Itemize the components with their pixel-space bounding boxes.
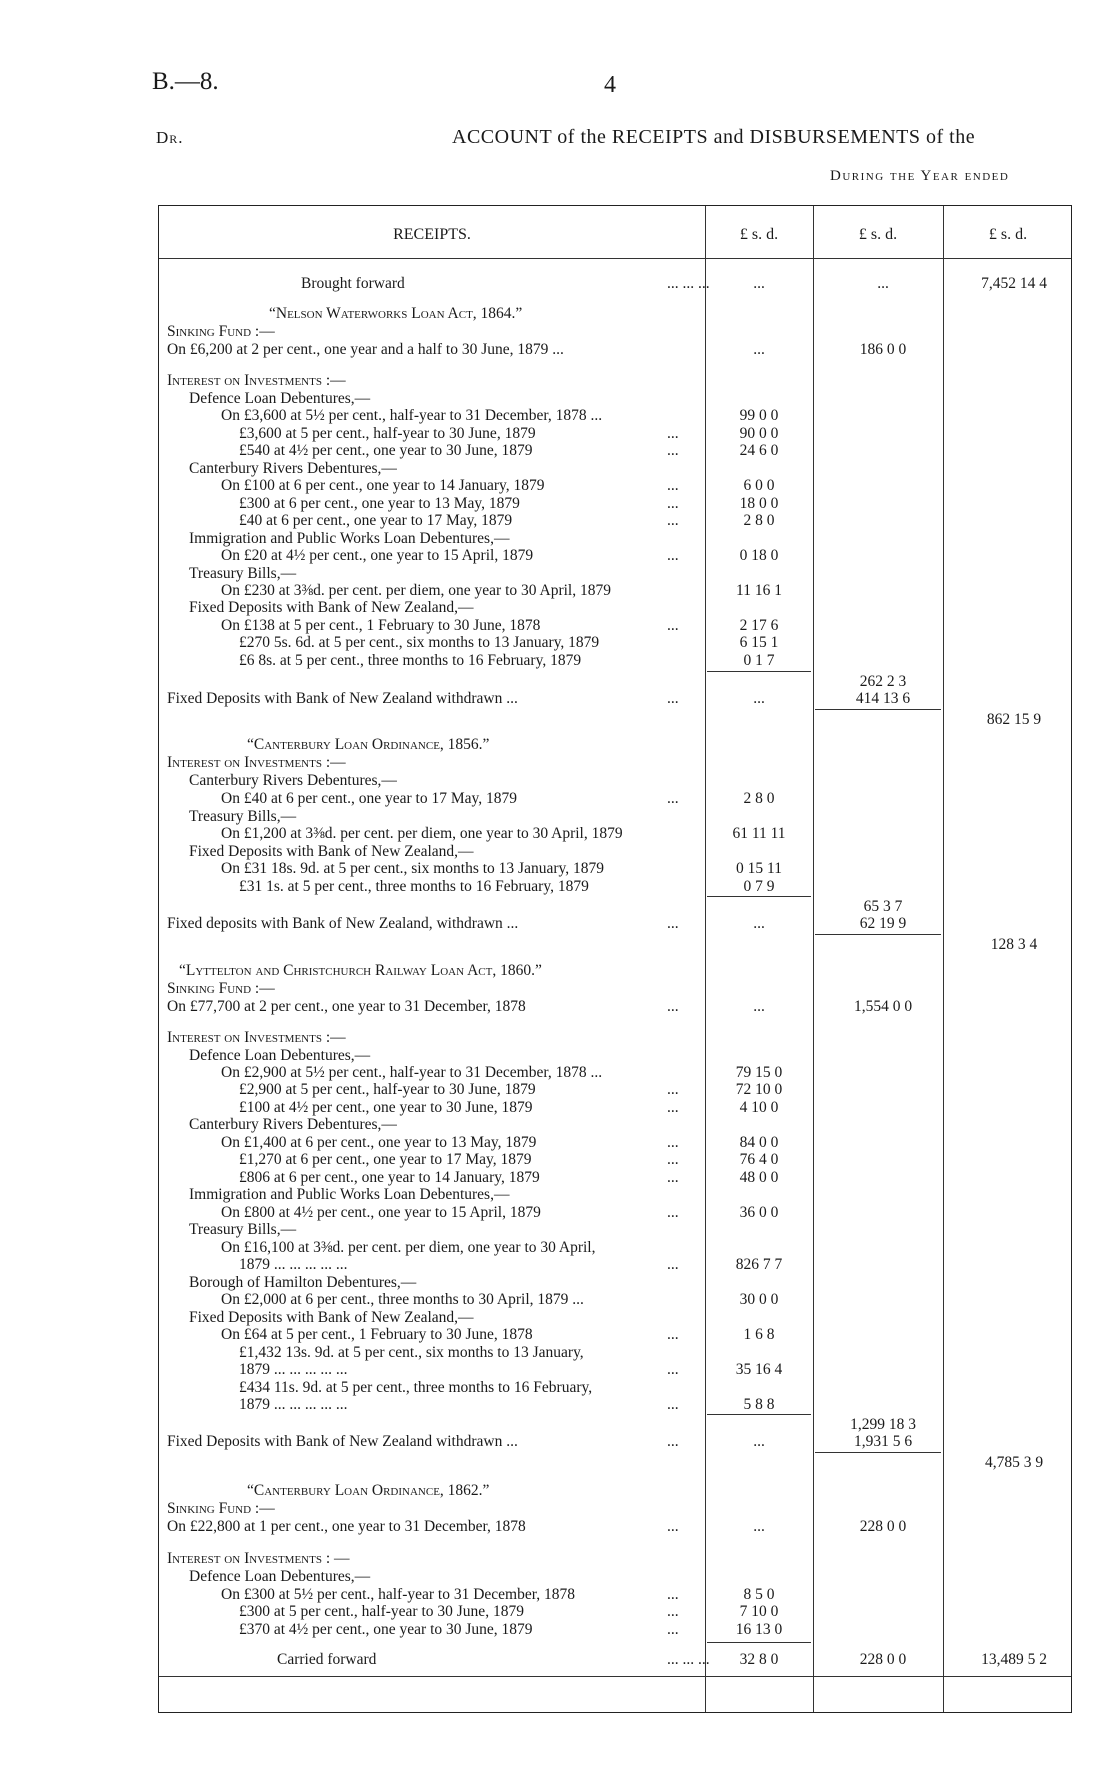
row-description: £100 at 4½ per cent., one year to 30 June, 1879 — [239, 1099, 533, 1116]
ledger-row — [159, 1116, 1073, 1134]
ledger-row — [159, 530, 1073, 548]
row-description: Fixed Deposits with Bank of New Zealand,— — [189, 599, 474, 616]
row-description: Interest on Investments :— — [167, 754, 346, 771]
ledger-table — [158, 205, 1072, 1713]
leader-dots: ... — [667, 790, 679, 807]
ledger-row — [159, 1291, 1073, 1309]
row-description: Defence Loan Debentures,— — [189, 390, 371, 407]
row-description: Fixed Deposits with Bank of New Zealand withdrawn ... — [167, 690, 518, 707]
subtotal-rule — [707, 1414, 811, 1415]
leader-dots: ... — [667, 617, 679, 634]
amount-col-1: ... — [753, 341, 765, 358]
subtotal-rule — [707, 671, 811, 672]
row-description: Fixed deposits with Bank of New Zealand, withdrawn ... — [167, 915, 519, 932]
ledger-row — [159, 477, 1073, 495]
amount-col-1: 16 13 0 — [735, 1621, 783, 1638]
ledger-row — [159, 843, 1073, 861]
pounds-column-header-1: £ s. d. — [739, 226, 779, 243]
leader-dots: ... — [667, 1081, 679, 1098]
ledger-row — [159, 1379, 1073, 1397]
document-reference: B.—8. — [152, 68, 219, 95]
ledger-row — [159, 425, 1073, 443]
header-rule — [159, 258, 1071, 259]
amount-col-1: ... — [753, 915, 765, 932]
amount-col-2: 65 3 7 — [863, 898, 903, 915]
account-subtitle: During the Year ended — [830, 168, 1010, 184]
amount-col-1: 6 0 0 — [743, 477, 775, 494]
row-description: Interest on Investments :— — [167, 1029, 346, 1046]
row-description: Fixed Deposits with Bank of New Zealand withdrawn ... — [167, 1433, 518, 1450]
leader-dots: ... — [667, 1204, 679, 1221]
amount-col-1: 84 0 0 — [739, 1134, 779, 1151]
row-description: Sinking Fund :— — [167, 1500, 275, 1517]
row-description: On £40 at 6 per cent., one year to 17 May, 1879 — [221, 790, 517, 807]
amount-col-3: 862 15 9 — [986, 711, 1042, 728]
row-description: Borough of Hamilton Debentures,— — [189, 1274, 417, 1291]
amount-col-2: 62 19 9 — [859, 915, 907, 932]
row-description: On £300 at 5½ per cent., half-year to 31 December, 1878 — [221, 1586, 576, 1603]
amount-col-1: 32 8 0 — [739, 1651, 779, 1668]
row-description: “Nelson Waterworks Loan Act, 1864.” — [269, 305, 523, 322]
row-description: £2,900 at 5 per cent., half-year to 30 June, 1879 — [239, 1081, 536, 1098]
ledger-row — [159, 1454, 1073, 1472]
ledger-row — [159, 1064, 1073, 1082]
leader-dots: ... — [667, 1256, 679, 1273]
amount-col-1: 30 0 0 — [739, 1291, 779, 1308]
leader-dots: ... — [667, 915, 679, 932]
pounds-column-header-2: £ s. d. — [858, 226, 898, 243]
amount-col-2: 186 0 0 — [859, 341, 907, 358]
row-description: £1,270 at 6 per cent., one year to 17 May, 1879 — [239, 1151, 532, 1168]
ledger-row — [159, 1256, 1073, 1274]
leader-dots: ... — [667, 1134, 679, 1151]
row-description: On £64 at 5 per cent., 1 February to 30 June, 1878 — [221, 1326, 533, 1343]
ledger-row — [159, 1099, 1073, 1117]
row-description: On £1,400 at 6 per cent., one year to 13 May, 1879 — [221, 1134, 537, 1151]
ledger-row — [159, 936, 1073, 954]
ledger-row — [159, 599, 1073, 617]
amount-col-1: 76 4 0 — [739, 1151, 779, 1168]
ledger-row — [159, 736, 1073, 754]
ledger-row — [159, 1221, 1073, 1239]
leader-dots: ... — [667, 442, 679, 459]
ledger-row — [159, 1326, 1073, 1344]
amount-col-1: ... — [753, 1518, 765, 1535]
amount-col-1: 826 7 7 — [735, 1256, 783, 1273]
amount-col-1: 6 15 1 — [739, 634, 779, 651]
ledger-row — [159, 1416, 1073, 1434]
leader-dots: ... — [667, 1518, 679, 1535]
amount-col-3: 4,785 3 9 — [984, 1454, 1044, 1471]
row-description: On £16,100 at 3⅜d. per cent. per diem, one year to 30 April, — [221, 1239, 596, 1256]
amount-col-2: 228 0 0 — [859, 1651, 907, 1668]
pounds-column-header-3: £ s. d. — [988, 226, 1028, 243]
page-number: 4 — [604, 72, 616, 98]
ledger-row — [159, 790, 1073, 808]
row-description: Brought forward — [301, 275, 405, 292]
row-description: On £3,600 at 5½ per cent., half-year to 31 December, 1878 ... — [221, 407, 603, 424]
row-description: Interest on Investments : — — [167, 1550, 350, 1567]
row-description: On £6,200 at 2 per cent., one year and a half to 30 June, 1879 ... — [167, 341, 564, 358]
row-description: £806 at 6 per cent., one year to 14 January, 1879 — [239, 1169, 540, 1186]
amount-col-1: 8 5 0 — [743, 1586, 775, 1603]
ledger-row — [159, 1134, 1073, 1152]
ledger-row — [159, 998, 1073, 1016]
ledger-row — [159, 495, 1073, 513]
ledger-row — [159, 341, 1073, 359]
amount-col-1: 2 8 0 — [743, 512, 775, 529]
row-description: On £230 at 3⅜d. per cent. per diem, one year to 30 April, 1879 — [221, 582, 611, 599]
leader-dots: ... — [667, 1433, 679, 1450]
row-description: On £31 18s. 9d. at 5 per cent., six months to 13 January, 1879 — [221, 860, 605, 877]
leader-dots: ... — [667, 1326, 679, 1343]
amount-col-1: 0 7 9 — [743, 878, 775, 895]
amount-col-1: ... — [753, 275, 765, 292]
footer-rule — [159, 1676, 1071, 1677]
row-description: Carried forward — [277, 1651, 377, 1668]
ledger-row — [159, 372, 1073, 390]
ledger-row — [159, 1047, 1073, 1065]
row-description: £434 11s. 9d. at 5 per cent., three months to 16 February, — [239, 1379, 593, 1396]
amount-col-2: 1,299 18 3 — [850, 1416, 916, 1433]
amount-col-1: 36 0 0 — [739, 1204, 779, 1221]
leader-dots: ... — [667, 1169, 679, 1186]
amount-col-1: ... — [753, 1433, 765, 1450]
amount-col-1: 79 15 0 — [735, 1064, 783, 1081]
amount-col-1: 0 18 0 — [739, 547, 779, 564]
amount-col-1: 72 10 0 — [735, 1081, 783, 1098]
ledger-row — [159, 1239, 1073, 1257]
ledger-row — [159, 808, 1073, 826]
row-description: On £138 at 5 per cent., 1 February to 30 June, 1878 — [221, 617, 541, 634]
row-description: Defence Loan Debentures,— — [189, 1568, 371, 1585]
subtotal-rule — [815, 709, 941, 710]
ledger-row — [159, 754, 1073, 772]
row-description: Sinking Fund :— — [167, 323, 275, 340]
ledger-row — [159, 634, 1073, 652]
ledger-row — [159, 1621, 1073, 1639]
leader-dots: ... — [667, 1586, 679, 1603]
row-description: On £77,700 at 2 per cent., one year to 31 December, 1878 — [167, 998, 526, 1015]
ledger-row — [159, 1500, 1073, 1518]
amount-col-1: 18 0 0 — [739, 495, 779, 512]
account-title: ACCOUNT of the RECEIPTS and DISBURSEMENTS of the — [452, 126, 976, 148]
row-description: Interest on Investments :— — [167, 372, 346, 389]
row-description: Sinking Fund :— — [167, 980, 275, 997]
ledger-row — [159, 772, 1073, 790]
ledger-row — [159, 442, 1073, 460]
ledger-row — [159, 275, 1073, 293]
receipts-column-header: RECEIPTS. — [393, 226, 471, 243]
ledger-row — [159, 1603, 1073, 1621]
ledger-row — [159, 673, 1073, 691]
row-description: On £2,900 at 5½ per cent., half-year to 31 December, 1878 ... — [221, 1064, 603, 1081]
ledger-row — [159, 1169, 1073, 1187]
row-description: “Lyttelton and Christchurch Railway Loan Act, 1860.” — [179, 962, 542, 979]
amount-col-1: 0 1 7 — [743, 652, 775, 669]
amount-col-1: ... — [753, 690, 765, 707]
ledger-row — [159, 617, 1073, 635]
ledger-row — [159, 652, 1073, 670]
amount-col-2: 414 13 6 — [855, 690, 911, 707]
leader-dots: ... — [667, 690, 679, 707]
ledger-row — [159, 690, 1073, 708]
leader-dots: ... — [667, 1396, 679, 1413]
row-description: £270 5s. 6d. at 5 per cent., six months to 13 January, 1879 — [239, 634, 600, 651]
ledger-row — [159, 582, 1073, 600]
row-description: On £100 at 6 per cent., one year to 14 January, 1879 — [221, 477, 545, 494]
subtotal-rule — [707, 896, 811, 897]
ledger-row — [159, 1433, 1073, 1451]
ledger-row — [159, 915, 1073, 933]
amount-col-3: 7,452 14 4 — [981, 275, 1047, 292]
amount-col-1: ... — [753, 998, 765, 1015]
row-description: £40 at 6 per cent., one year to 17 May, 1879 — [239, 512, 513, 529]
ledger-row — [159, 1568, 1073, 1586]
amount-col-1: 35 16 4 — [735, 1361, 783, 1378]
subtotal-rule — [815, 1452, 941, 1453]
row-description: £300 at 5 per cent., half-year to 30 June, 1879 — [239, 1603, 524, 1620]
ledger-row — [159, 898, 1073, 916]
ledger-row — [159, 1081, 1073, 1099]
amount-col-1: 24 6 0 — [739, 442, 779, 459]
amount-col-3: 13,489 5 2 — [981, 1651, 1047, 1668]
leader-dots: ... — [667, 1151, 679, 1168]
leader-dots: ... — [667, 547, 679, 564]
ledger-row — [159, 1204, 1073, 1222]
leader-dots: ... — [667, 512, 679, 529]
row-description: Canterbury Rivers Debentures,— — [189, 460, 397, 477]
ledger-row — [159, 407, 1073, 425]
ledger-row — [159, 711, 1073, 729]
row-description: Canterbury Rivers Debentures,— — [189, 772, 397, 789]
row-description: 1879 ... ... ... ... ... — [239, 1396, 348, 1413]
ledger-row — [159, 825, 1073, 843]
ledger-row — [159, 1482, 1073, 1500]
row-description: “Canterbury Loan Ordinance, 1856.” — [247, 736, 490, 753]
amount-col-1: 4 10 0 — [739, 1099, 779, 1116]
ledger-row — [159, 1586, 1073, 1604]
ledger-row — [159, 323, 1073, 341]
leader-dots: ... — [667, 495, 679, 512]
ledger-row — [159, 1186, 1073, 1204]
ledger-row — [159, 390, 1073, 408]
leader-dots: ... — [667, 1099, 679, 1116]
subtotal-rule — [707, 1642, 811, 1643]
row-description: Immigration and Public Works Loan Debentures,— — [189, 530, 510, 547]
amount-col-1: 11 16 1 — [736, 582, 782, 599]
amount-col-1: 5 8 8 — [743, 1396, 775, 1413]
leader-dots: ... — [667, 1621, 679, 1638]
ledger-row — [159, 565, 1073, 583]
amount-col-3: 128 3 4 — [990, 936, 1038, 953]
debit-marker: Dr. — [156, 128, 184, 147]
row-description: £370 at 4½ per cent., one year to 30 June, 1879 — [239, 1621, 533, 1638]
row-description: £300 at 6 per cent., one year to 13 May, 1879 — [239, 495, 520, 512]
row-description: Treasury Bills,— — [189, 1221, 297, 1238]
ledger-row — [159, 860, 1073, 878]
row-description: Fixed Deposits with Bank of New Zealand,— — [189, 843, 474, 860]
ledger-row — [159, 460, 1073, 478]
ledger-row — [159, 305, 1073, 323]
row-description: Treasury Bills,— — [189, 565, 297, 582]
row-description: £540 at 4½ per cent., one year to 30 June, 1879 — [239, 442, 533, 459]
amount-col-1: 1 6 8 — [743, 1326, 775, 1343]
ledger-row — [159, 1151, 1073, 1169]
ledger-row — [159, 1550, 1073, 1568]
ledger-row — [159, 1651, 1073, 1669]
leader-dots: ... ... ... — [667, 275, 710, 292]
row-description: Immigration and Public Works Loan Debentures,— — [189, 1186, 510, 1203]
ledger-row — [159, 1274, 1073, 1292]
amount-col-1: 48 0 0 — [739, 1169, 779, 1186]
leader-dots: ... — [667, 998, 679, 1015]
row-description: Treasury Bills,— — [189, 808, 297, 825]
row-description: On £1,200 at 3⅜d. per cent. per diem, one year to 30 April, 1879 — [221, 825, 623, 842]
leader-dots: ... — [667, 477, 679, 494]
amount-col-2: 1,554 0 0 — [853, 998, 913, 1015]
amount-col-2: ... — [877, 275, 889, 292]
amount-col-2: 262 2 3 — [859, 673, 907, 690]
amount-col-1: 61 11 11 — [732, 825, 786, 842]
amount-col-2: 228 0 0 — [859, 1518, 907, 1535]
row-description: £6 8s. at 5 per cent., three months to 16 February, 1879 — [239, 652, 582, 669]
row-description: £3,600 at 5 per cent., half-year to 30 June, 1879 — [239, 425, 536, 442]
row-description: “Canterbury Loan Ordinance, 1862.” — [247, 1482, 490, 1499]
amount-col-1: 2 8 0 — [743, 790, 775, 807]
row-description: £31 1s. at 5 per cent., three months to 16 February, 1879 — [239, 878, 589, 895]
row-description: Canterbury Rivers Debentures,— — [189, 1116, 397, 1133]
amount-col-2: 1,931 5 6 — [853, 1433, 913, 1450]
ledger-row — [159, 547, 1073, 565]
amount-col-1: 90 0 0 — [739, 425, 779, 442]
amount-col-1: 99 0 0 — [739, 407, 779, 424]
row-description: On £2,000 at 6 per cent., three months to 30 April, 1879 ... — [221, 1291, 584, 1308]
leader-dots: ... — [667, 425, 679, 442]
ledger-row — [159, 980, 1073, 998]
row-description: Fixed Deposits with Bank of New Zealand,— — [189, 1309, 474, 1326]
amount-col-1: 0 15 11 — [736, 860, 782, 877]
ledger-row — [159, 1361, 1073, 1379]
ledger-row — [159, 1518, 1073, 1536]
row-description: 1879 ... ... ... ... ... — [239, 1361, 348, 1378]
ledger-row — [159, 1309, 1073, 1327]
row-description: £1,432 13s. 9d. at 5 per cent., six months to 13 January, — [239, 1344, 584, 1361]
amount-col-1: 2 17 6 — [739, 617, 779, 634]
row-description: 1879 ... ... ... ... ... — [239, 1256, 348, 1273]
amount-col-1: 7 10 0 — [739, 1603, 779, 1620]
subtotal-rule — [815, 934, 941, 935]
ledger-row — [159, 878, 1073, 896]
ledger-row — [159, 962, 1073, 980]
ledger-row — [159, 1344, 1073, 1362]
row-description: On £20 at 4½ per cent., one year to 15 April, 1879 — [221, 547, 534, 564]
ledger-row — [159, 1396, 1073, 1414]
ledger-row — [159, 512, 1073, 530]
leader-dots: ... — [667, 1361, 679, 1378]
row-description: On £22,800 at 1 per cent., one year to 31 December, 1878 — [167, 1518, 526, 1535]
row-description: Defence Loan Debentures,— — [189, 1047, 371, 1064]
ledger-row — [159, 1029, 1073, 1047]
leader-dots: ... — [667, 1603, 679, 1620]
row-description: On £800 at 4½ per cent., one year to 15 April, 1879 — [221, 1204, 541, 1221]
leader-dots: ... ... ... — [667, 1651, 710, 1668]
